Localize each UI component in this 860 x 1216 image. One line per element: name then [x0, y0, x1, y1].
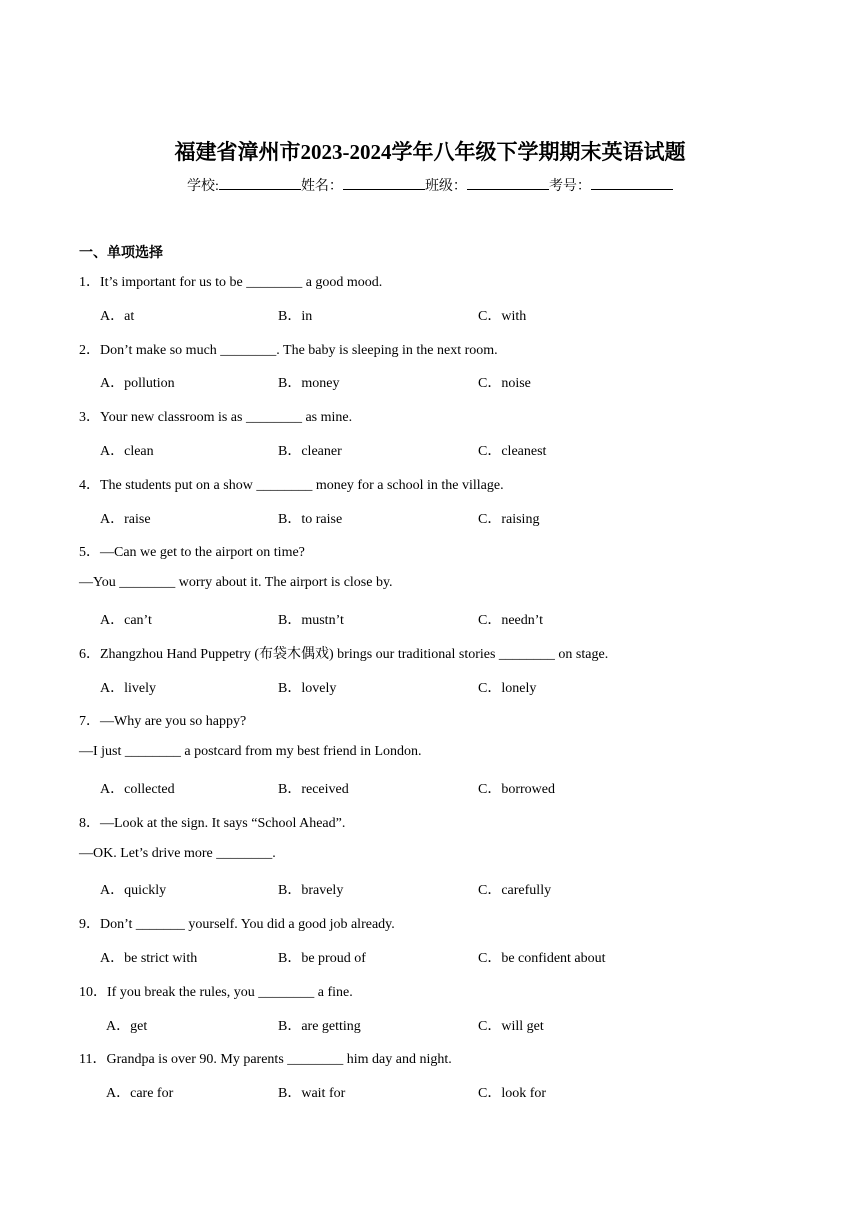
option-c: C．with	[478, 308, 527, 324]
option-b: B．lovely	[278, 680, 337, 696]
exam-no-label: 考号：	[548, 179, 591, 194]
option-a: A．quickly	[100, 883, 167, 899]
option-a: A．get	[106, 1018, 148, 1034]
question-number: 10．	[79, 984, 107, 1000]
option-b: B．cleaner	[278, 444, 342, 459]
option-c: C．borrowed	[478, 782, 555, 797]
option-b: B．are getting	[278, 1018, 361, 1034]
school-blank	[219, 177, 301, 190]
option-c: C．needn’t	[478, 613, 544, 628]
option-c: C．carefully	[478, 883, 552, 899]
question-number: 8．	[79, 815, 100, 831]
question-text: The students put on a show ________ money for a school in the village.	[100, 477, 504, 493]
option-b: B．be proud of	[278, 951, 366, 966]
option-b: B．bravely	[278, 883, 344, 899]
question-number: 11．	[79, 1052, 107, 1068]
option-c: C．cleanest	[478, 444, 547, 459]
option-a: A．at	[100, 308, 135, 324]
option-a: A．raise	[100, 511, 151, 527]
question-stem	[79, 541, 305, 561]
question-number: 4．	[79, 477, 100, 493]
class-blank	[467, 177, 549, 190]
question-text: —Look at the sign. It says “School Ahead”.	[100, 815, 346, 831]
question-text: It’s important for us to be ________ a good mood.	[100, 275, 383, 290]
option-c: C．will get	[478, 1018, 544, 1034]
question-stem	[79, 474, 504, 494]
question-number: 6．	[79, 646, 100, 662]
option-a: A．care for	[106, 1086, 174, 1102]
question-number: 1．	[79, 275, 100, 290]
question-dialogue-line	[79, 575, 393, 591]
question-stem	[79, 812, 345, 832]
option-c: C．noise	[478, 376, 531, 392]
question-text: Grandpa is over 90. My parents ________ him day and night.	[106, 1052, 452, 1068]
question-text: —I just ________ a postcard from my best friend in London.	[79, 744, 422, 760]
question-stem	[79, 339, 498, 359]
question-dialogue-line	[79, 744, 422, 760]
question-stem	[79, 710, 246, 730]
question-stem	[79, 406, 352, 426]
page-title: 福建省漳州市2023-2024学年八年级下学期期末英语试题	[174, 140, 686, 164]
question-text: Don’t make so much ________. The baby is sleeping in the next room.	[100, 342, 498, 358]
option-b: B．received	[278, 782, 349, 797]
question-text: Your new classroom is as ________ as mine.	[100, 410, 353, 426]
option-c: C．look for	[478, 1086, 547, 1102]
name-label: 姓名：	[300, 179, 343, 194]
option-c: C．lonely	[478, 680, 537, 696]
option-a: A．can’t	[100, 613, 152, 628]
option-a: A．pollution	[100, 376, 175, 392]
question-text: Don’t _______ yourself. You did a good job already.	[100, 917, 395, 933]
question-stem	[79, 913, 395, 933]
question-stem	[79, 271, 382, 291]
question-number: 3．	[79, 410, 100, 426]
option-b: B．mustn’t	[278, 613, 344, 628]
exam-no-blank	[591, 177, 673, 190]
option-c: C．raising	[478, 511, 540, 527]
question-text: —OK. Let’s drive more ________.	[79, 845, 276, 861]
question-text: If you break the rules, you ________ a fine.	[107, 984, 353, 1000]
question-number: 7．	[79, 714, 100, 730]
question-number: 5．	[79, 545, 100, 561]
question-text: Zhangzhou Hand Puppetry (布袋木偶戏) brings our traditional stories ________ on stage.	[100, 646, 609, 662]
class-label: 班级：	[424, 179, 467, 194]
question-text: —You ________ worry about it. The airport is close by.	[79, 575, 393, 591]
option-c: C．be confident about	[478, 951, 606, 966]
name-blank	[343, 177, 425, 190]
option-b: B．to raise	[278, 511, 343, 527]
student-info-line	[0, 175, 860, 195]
question-text: —Why are you so happy?	[100, 714, 247, 730]
option-b: B．money	[278, 376, 340, 392]
question-number: 9．	[79, 917, 100, 933]
option-b: B．in	[278, 308, 313, 324]
option-b: B．wait for	[278, 1086, 346, 1102]
question-dialogue-line	[79, 846, 276, 862]
school-label: 学校:	[187, 179, 219, 194]
question-text: —Can we get to the airport on time?	[100, 545, 305, 561]
option-a: A．lively	[100, 680, 156, 696]
question-stem	[79, 981, 353, 1001]
option-a: A．be strict with	[100, 951, 198, 966]
question-stem	[79, 643, 608, 663]
question-stem	[79, 1048, 452, 1068]
option-a: A．clean	[100, 444, 154, 459]
question-number: 2．	[79, 342, 100, 358]
section-heading: 一、单项选择	[79, 246, 163, 261]
option-a: A．collected	[100, 782, 175, 797]
